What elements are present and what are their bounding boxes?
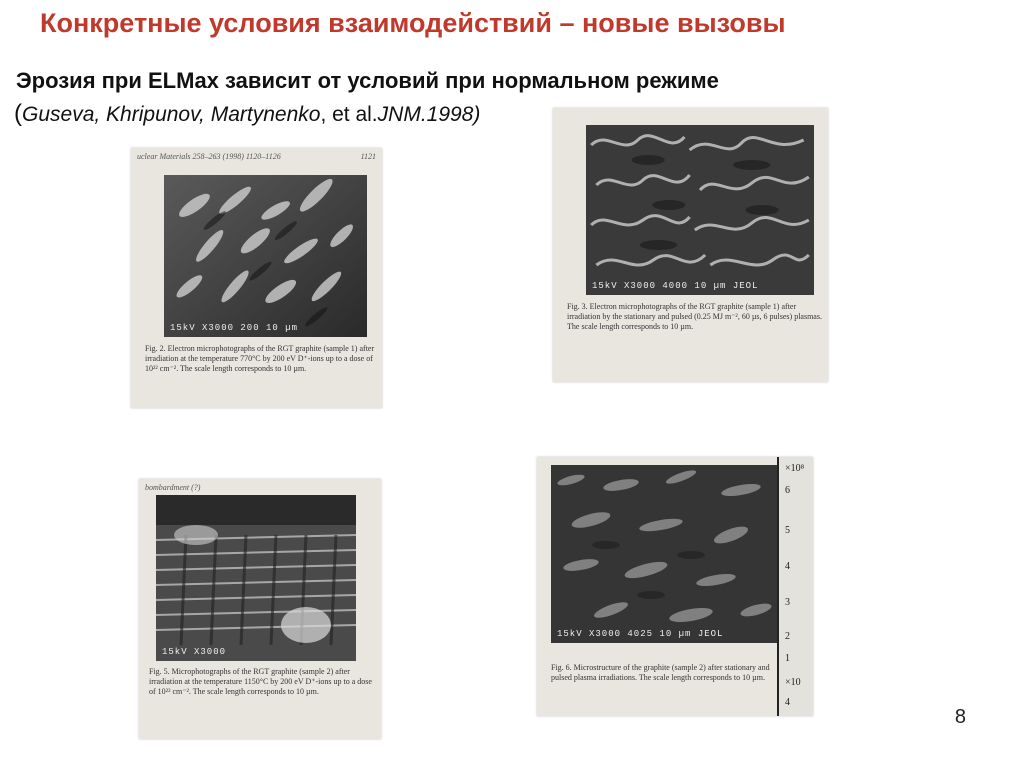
scan-header [137, 152, 376, 161]
citation [14, 100, 480, 128]
journal-header: bombardment (?) [145, 483, 201, 492]
micrograph-texture [156, 495, 356, 661]
citation-open-paren: ( [14, 100, 22, 127]
figure-scan-1 [131, 148, 382, 408]
journal-header: uclear Materials 258–263 (1998) 1120–1126 [137, 152, 281, 161]
electron-micrograph [164, 175, 367, 337]
slide-subtitle: Эрозия при ELMax зависит от условий при нормальном режиме [16, 68, 719, 93]
axis-label: ×10⁸ [785, 463, 805, 474]
electron-micrograph [551, 465, 779, 643]
micrograph-texture [586, 125, 814, 295]
electron-micrograph [156, 495, 356, 661]
axis-label: 6 [785, 485, 790, 496]
figure-caption: Fig. 6. Microstructure of the graphite (sample 2) after stationary and pulsed plasma irradiations. The scale length corresponds to 10 µm. [551, 663, 770, 682]
citation-journal: JNM.1998) [377, 103, 481, 126]
electron-micrograph [586, 125, 814, 295]
micrograph-texture [164, 175, 367, 337]
axis-label: 5 [785, 525, 790, 536]
scale-bar-label: 15kV X3000 200 10 µm [170, 323, 299, 333]
page-number: 8 [954, 706, 966, 728]
scan-header [145, 483, 375, 492]
figure-caption: Fig. 2. Electron microphotographs of the RGT graphite (sample 1) after irradiation at the temperature 770°C by 200 eV D⁺-ions up to a dose of 10²² cm⁻². The scale length corresponds to 10 µm. [145, 344, 375, 373]
journal-page-number: 1121 [360, 152, 376, 161]
scale-bar-label: 15kV X3000 [162, 647, 227, 657]
figure-scan-4 [537, 457, 813, 716]
citation-authors: Guseva, Khripunov, Martynenko [22, 103, 321, 126]
figure-caption: Fig. 5. Microphotographs of the RGT graphite (sample 2) after irradiation at the temperature 1150°C by 200 eV D⁺-ions up to a dose of 10²² cm⁻². The scale length corresponds to 10 µm. [149, 667, 372, 696]
axis-label: 2 [785, 631, 790, 642]
figure-caption: Fig. 3. Electron microphotographs of the RGT graphite (sample 1) after irradiation by the stationary and pulsed (0.25 MJ m⁻², 60 µs, 6 pulses) plasmas. The scale length corresponds to 10 µm. [567, 302, 822, 331]
scale-bar-label: 15kV X3000 4025 10 µm JEOL [557, 629, 724, 639]
citation-etal: et al. [326, 103, 378, 126]
scale-bar-label: 15kV X3000 4000 10 µm JEOL [592, 281, 759, 291]
axis-label: 4 [785, 561, 790, 572]
micrograph-texture [551, 465, 779, 643]
axis-label: 4 [785, 697, 790, 708]
adjacent-plot-axis [777, 457, 813, 716]
figure-scan-3 [139, 479, 381, 739]
axis-label: 3 [785, 597, 790, 608]
slide-title: Конкретные условия взаимодействий – новые вызовы [40, 8, 786, 38]
figure-scan-2 [553, 108, 828, 382]
axis-label: 1 [785, 653, 790, 664]
axis-label: ×10 [785, 677, 801, 688]
citation-comma: , [320, 103, 327, 126]
